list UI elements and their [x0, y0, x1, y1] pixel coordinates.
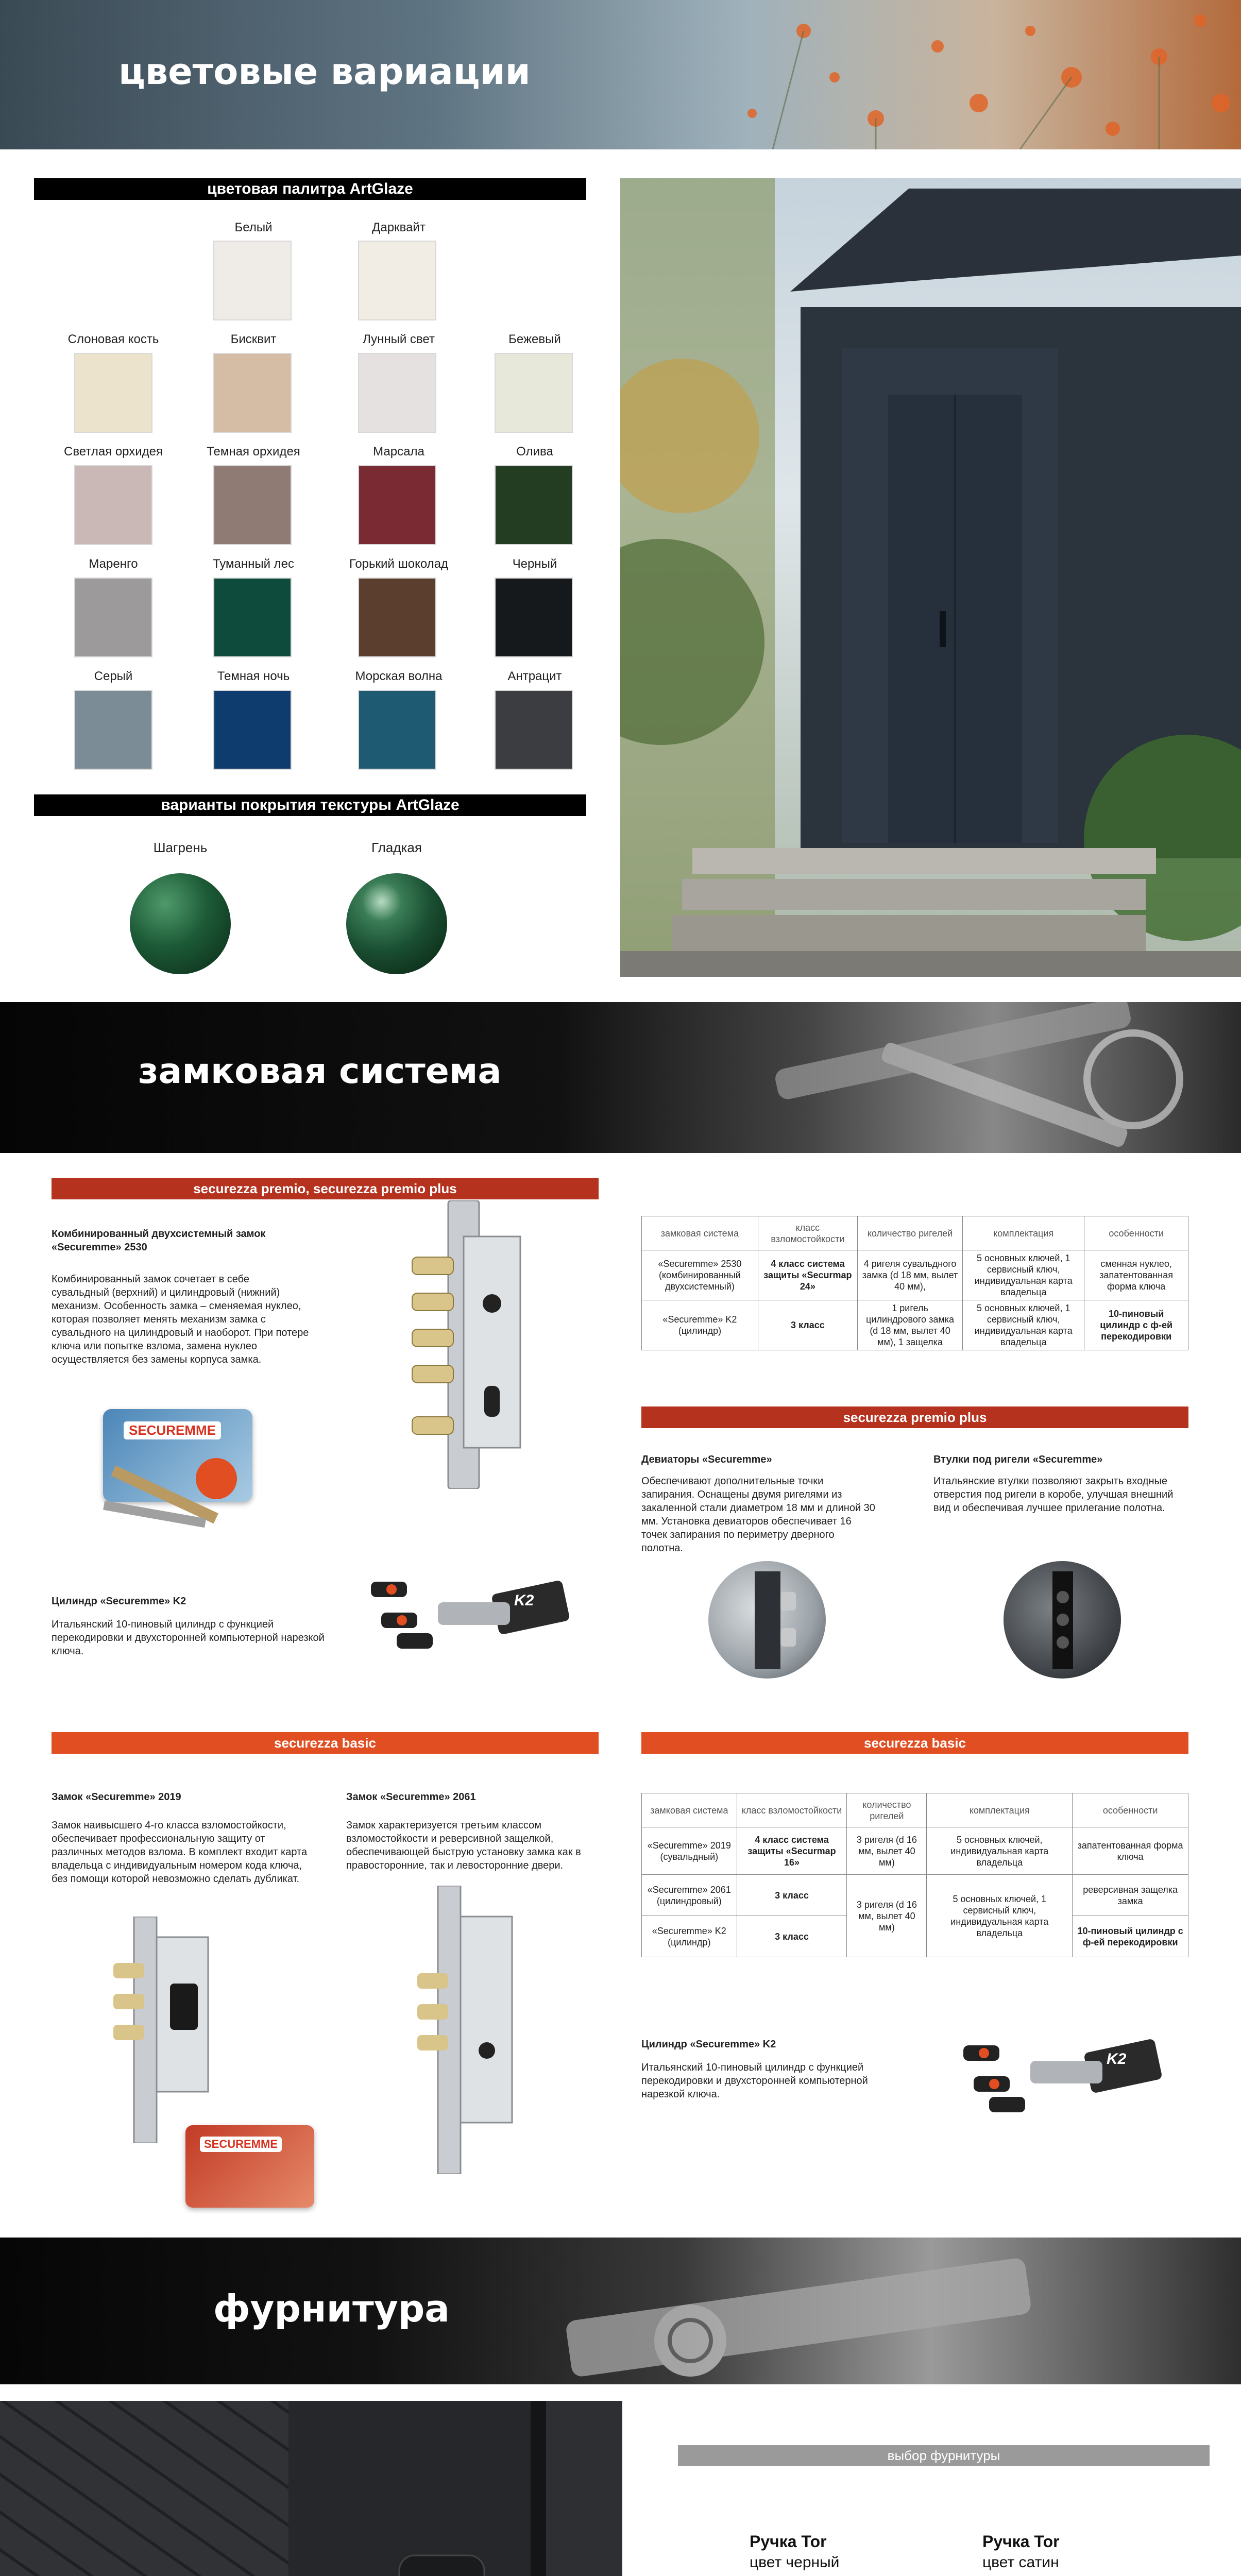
- table-cell: «Securemme» 2061 (цилиндровый): [642, 1875, 737, 1916]
- premio-plus-header: securezza premio plus: [641, 1406, 1188, 1428]
- lock2061-title: Замок «Securemme» 2061: [346, 1791, 476, 1803]
- table-header-row: [642, 1216, 1188, 1250]
- swatch-marsala[interactable]: [358, 465, 436, 545]
- table-row: [642, 1250, 1188, 1300]
- swatch-label: Белый: [234, 221, 273, 234]
- table-header-cell: количество ригелей: [847, 1793, 927, 1827]
- table-cell: реверсивная защелка замка: [1073, 1875, 1188, 1916]
- table-cell: сменная нуклео, запатентованная форма ключа: [1084, 1250, 1188, 1300]
- k2-badge: K2: [514, 1592, 534, 1609]
- swatch-label: Морская волна: [355, 669, 443, 683]
- swatch-label: Марсала: [373, 445, 424, 459]
- k2b-title: Цилиндр «Securemme» K2: [641, 2039, 776, 2050]
- table-header-cell: замковая система: [642, 1793, 737, 1827]
- swatch-anthracite[interactable]: [495, 690, 573, 770]
- hardware-item-title: Ручка Tor: [750, 2532, 827, 2551]
- lock2019-text: Замок наивысшего 4-го класса взломостойкости, обеспечивает профессиональную защиту от различных методов взлома. В комплект входит карта владельца с индивидуальным номером кода ключа, без помощи которой невозможно сделать дубликат.: [52, 1820, 308, 1885]
- basic-header-right: securezza basic: [641, 1732, 1188, 1754]
- swatch-label: Лунный свет: [363, 332, 435, 346]
- table-cell: 3 класс: [737, 1875, 847, 1916]
- deviators-text: Обеспечивают дополнительные точки запирания. Оснащены двумя ригелями из закаленной стали диаметром 18 мм и длиной 30 мм. Установка девиаторов обеспечивает 16 точек запирания по периметру дверного полотна.: [641, 1476, 875, 1554]
- door-handle-illustration: [0, 2401, 622, 2576]
- table-header-cell: особенности: [1073, 1793, 1188, 1827]
- table-cell: 5 основных ключей, 1 сервисный ключ, индивидуальная карта владельца: [963, 1300, 1084, 1350]
- table-cell: «Securemme» K2 (цилиндр): [642, 1300, 758, 1350]
- cylinder-decoration: [0, 2238, 1241, 2384]
- swatch-foggy-forest[interactable]: [213, 578, 292, 657]
- table-cell: 10-пиновый цилиндр с ф-ей перекодировки: [1073, 1916, 1188, 1957]
- swatch-label: Горький шоколад: [349, 557, 449, 571]
- lock2061-image: [412, 1886, 515, 2174]
- table-header-cell: класс взломостойкости: [758, 1216, 857, 1250]
- spec-table-basic: [641, 1793, 1188, 1957]
- table-cell: 4 ригеля сувальдного замка (d 18 мм, вылет 40 мм),: [857, 1250, 962, 1300]
- swatch-olive[interactable]: [495, 465, 573, 545]
- bushings-title: Втулки под ригели «Securemme»: [933, 1454, 1103, 1465]
- bushing-photo: [1004, 1561, 1121, 1679]
- swatch-label: Темная орхидея: [207, 445, 300, 459]
- swatch-label: Темная ночь: [217, 669, 290, 683]
- swatch-label: Бежевый: [508, 332, 561, 346]
- swatch-label: Слоновая кость: [67, 332, 159, 346]
- texture-ball-smooth[interactable]: [346, 873, 447, 974]
- deviator-illustration: [708, 1561, 826, 1679]
- lock2530-text: Комбинированный замок сочетает в себе сувальдный (верхний) и цилиндровый (нижний) механизм. Особенность замка – сменяемая нуклео, которая позволяет менять механизм замка с сувальдного на цилиндровый и наоборот. При потере ключа или попытке взлома, замена нуклео осуществляется без замены корпуса замка.: [52, 1274, 309, 1365]
- locks-title: замковая система: [138, 1051, 502, 1092]
- hardware-banner: [0, 2238, 1241, 2384]
- table-cell: «Securemme» 2530 (комбинированный двухсистемный): [642, 1250, 758, 1300]
- table-cell: 1 ригель цилиндрового замка (d 18 мм, вылет 40 мм), 1 защелка: [857, 1300, 962, 1350]
- swatch-label: Маренго: [89, 557, 138, 571]
- keys-illustration: [88, 1453, 252, 1556]
- swatch-beige[interactable]: [495, 353, 573, 433]
- table-header-cell: количество ригелей: [857, 1216, 962, 1250]
- hardware-title: фурнитура: [213, 2287, 450, 2330]
- lock2061-text: Замок характеризуется третьим классом взломостойкости и реверсивной защелкой, обеспечивающей быструю установку замка как в правосторонние, так и левосторонние двери.: [346, 1820, 581, 1871]
- table-cell: 4 класс система защиты «Securmap 16»: [737, 1827, 847, 1875]
- hardware-header: выбор фурнитуры: [678, 2445, 1210, 2466]
- palette-header: цветовая палитра ArtGlaze: [34, 178, 586, 200]
- swatch-marengo[interactable]: [74, 578, 152, 657]
- table-row: [642, 1300, 1188, 1350]
- table-cell: запатентованная форма ключа: [1073, 1827, 1188, 1875]
- swatch-darkwhite[interactable]: [358, 241, 436, 320]
- table-header-row: [642, 1793, 1188, 1827]
- lock2061-illustration: [412, 1886, 515, 2174]
- deviators-title: Девиаторы «Securemme»: [641, 1454, 772, 1465]
- table-header-cell: особенности: [1084, 1216, 1188, 1250]
- lock2019-illustration: [108, 1917, 211, 2143]
- k2-text: Итальянский 10-пиновый цилиндр с функцией перекодировки и двухсторонней компьютерной нарезкой ключа.: [52, 1619, 325, 1657]
- card-brand: SECUREMME: [124, 1421, 221, 1439]
- table-cell: 4 класс система защиты «Securmap 24»: [758, 1250, 857, 1300]
- lock2530-title: Комбинированный двухсистемный замок «Securemme» 2530: [52, 1228, 266, 1253]
- lock2019-card: [185, 2125, 314, 2208]
- door-handle-photo: [0, 2401, 622, 2576]
- hardware-item-subtitle: цвет сатин: [982, 2554, 1059, 2571]
- table-header-cell: замковая система: [642, 1216, 758, 1250]
- swatch-label: Туманный лес: [212, 557, 295, 571]
- swatch-dark-orchid[interactable]: [213, 465, 292, 545]
- lock2019-image: [108, 1917, 211, 2143]
- colors-title: цветовые вариации: [118, 50, 531, 93]
- basic-header-left: securezza basic: [52, 1732, 599, 1754]
- swatch-sea-wave[interactable]: [358, 690, 436, 770]
- table-header-cell: комплектация: [927, 1793, 1073, 1827]
- swatch-light-orchid[interactable]: [74, 465, 152, 545]
- table-header-cell: класс взломостойкости: [737, 1793, 847, 1827]
- colors-banner: [0, 0, 1241, 149]
- lock-body-illustration: [392, 1200, 525, 1489]
- table-cell: 3 ригеля (d 16 мм, вылет 40 мм): [847, 1827, 927, 1875]
- texture-label-smooth: Гладкая: [371, 840, 422, 855]
- table-cell: «Securemme» K2 (цилиндр): [642, 1916, 737, 1957]
- bushings-text: Итальянские втулки позволяют закрыть входные отверстия под ригели в коробе, улучшая внешний вид и обеспечивая лучшее прилегание полотна.: [933, 1476, 1174, 1514]
- swatch-label: Антрацит: [507, 669, 562, 683]
- swatch-label: Серый: [94, 669, 133, 683]
- table-cell: 3 класс: [737, 1916, 847, 1957]
- table-row: [642, 1875, 1188, 1916]
- door-photo: [620, 178, 1241, 977]
- table-cell: 5 основных ключей, 1 сервисный ключ, индивидуальная карта владельца: [927, 1875, 1073, 1957]
- k2b-text: Итальянский 10-пиновый цилиндр с функцией перекодировки и двухсторонней компьютерной нарезкой ключа.: [641, 2062, 868, 2100]
- lock2019-title: Замок «Securemme» 2019: [52, 1791, 181, 1803]
- table-cell: 3 класс: [758, 1300, 857, 1350]
- swatch-black[interactable]: [495, 578, 573, 657]
- house-illustration: [620, 178, 1241, 977]
- bushing-illustration: [1004, 1561, 1121, 1679]
- card-brand: SECUREMME: [200, 2137, 282, 2152]
- spec-table-premio: [641, 1216, 1188, 1350]
- hardware-item-title: Ручка Tor: [982, 2532, 1060, 2551]
- k2b-cylinder-image: [953, 2020, 1169, 2123]
- swatch-moonlight[interactable]: [358, 353, 436, 433]
- cylinder-illustration: [361, 1556, 577, 1659]
- texture-header: варианты покрытия текстуры ArtGlaze: [34, 794, 586, 816]
- locks-banner: [0, 1002, 1241, 1153]
- swatch-label: Бисквит: [230, 332, 277, 346]
- swatch-label: Черный: [512, 557, 557, 571]
- table-cell: 5 основных ключей, 1 сервисный ключ, индивидуальная карта владельца: [963, 1250, 1084, 1300]
- swatch-grey[interactable]: [74, 690, 152, 770]
- table-row: [642, 1827, 1188, 1875]
- swatch-biscuit[interactable]: [213, 353, 292, 433]
- hardware-item-subtitle: цвет черный: [750, 2554, 840, 2571]
- swatch-belyi[interactable]: [213, 241, 292, 320]
- swatch-label: Олива: [516, 445, 553, 459]
- cylinder-illustration: [953, 2020, 1169, 2123]
- table-cell: «Securemme» 2019 (сувальдный): [642, 1827, 737, 1875]
- table-cell: 5 основных ключей, индивидуальная карта владельца: [927, 1827, 1073, 1875]
- swatch-dark-night[interactable]: [213, 690, 292, 770]
- lock2530-image: [392, 1200, 525, 1489]
- k2-badge: K2: [1107, 2050, 1127, 2067]
- premio-header: securezza premio, securezza premio plus: [52, 1178, 599, 1199]
- deviator-photo: [708, 1561, 826, 1679]
- swatch-label: Дарквайт: [372, 221, 426, 234]
- table-cell: 3 ригеля (d 16 мм, вылет 40 мм): [847, 1875, 927, 1957]
- texture-ball-shagreen[interactable]: [130, 873, 231, 974]
- table-header-cell: комплектация: [963, 1216, 1084, 1250]
- k2-cylinder-image: [361, 1556, 577, 1659]
- texture-label-shagreen: Шагрень: [153, 840, 208, 855]
- table-cell: 10-пиновый цилиндр с ф-ей перекодировки: [1084, 1300, 1188, 1350]
- swatch-ivory[interactable]: [74, 353, 152, 433]
- swatch-label: Светлая орхидея: [63, 445, 163, 459]
- swatch-bitter-chocolate[interactable]: [358, 578, 436, 657]
- k2-title: Цилиндр «Securemme» K2: [52, 1596, 186, 1607]
